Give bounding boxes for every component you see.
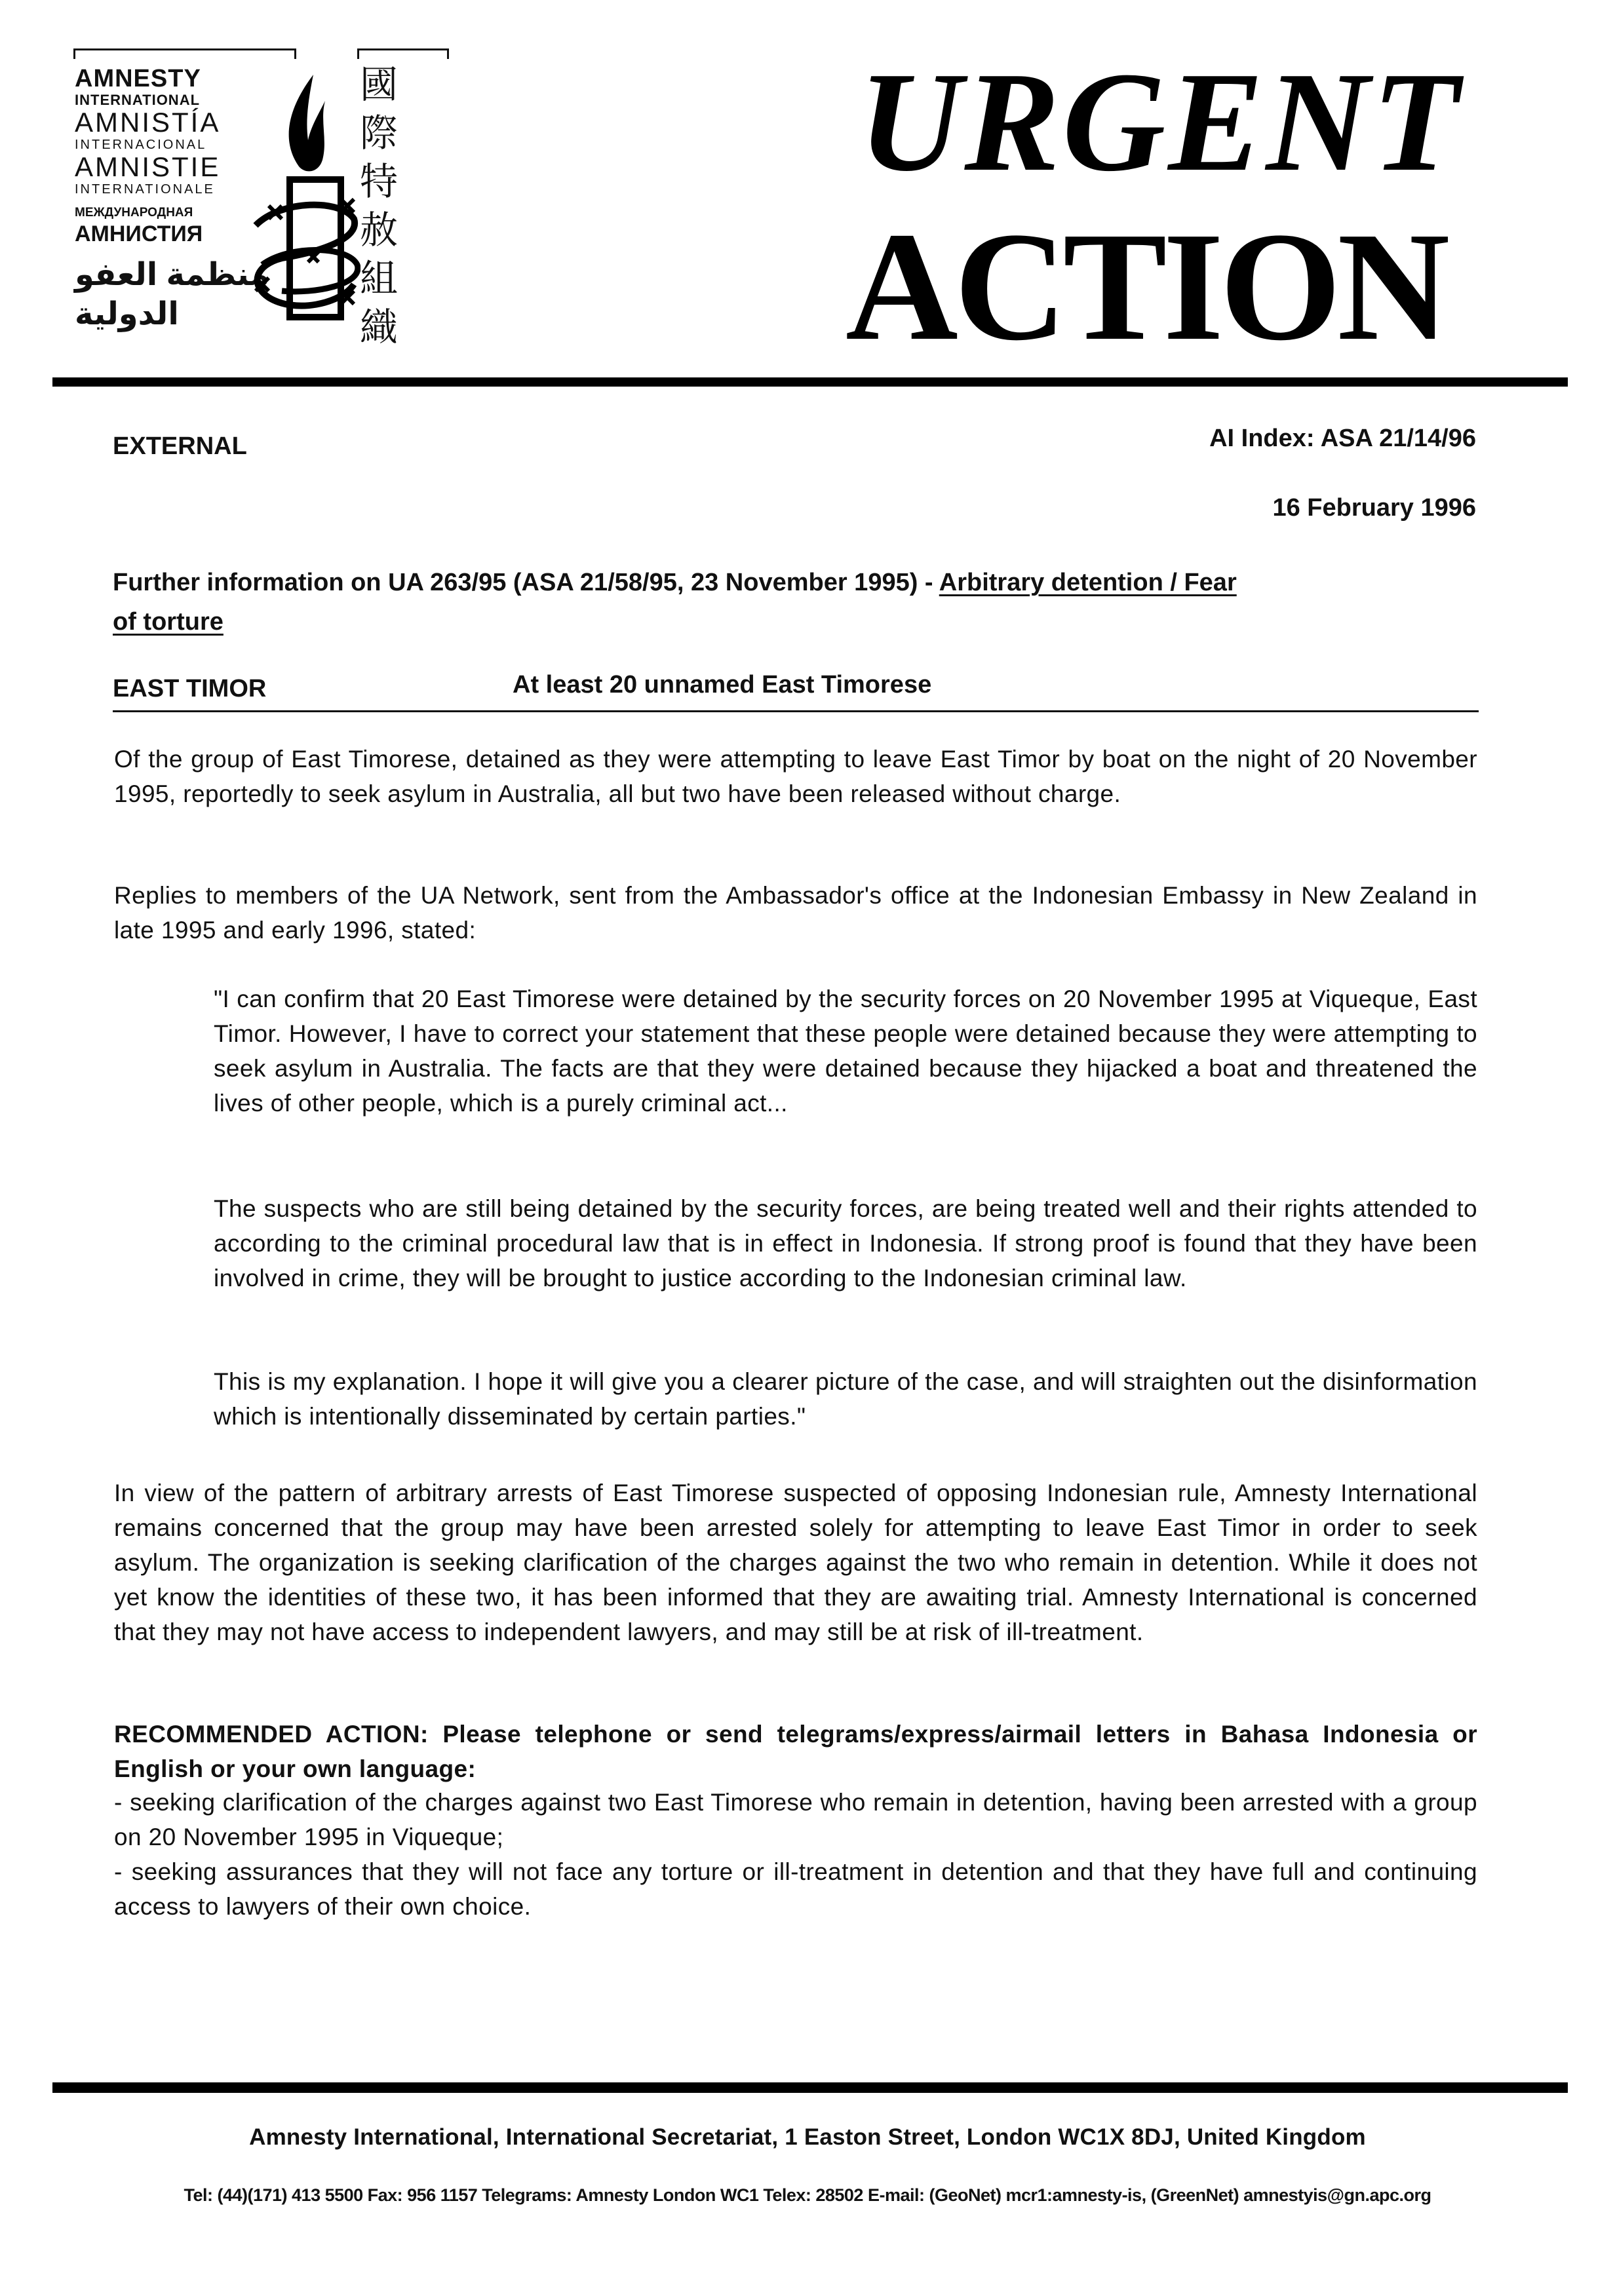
logo-frame-tick xyxy=(73,48,75,59)
action-label: RECOMMENDED ACTION: xyxy=(114,1721,429,1748)
logo-line: INTERNATIONAL xyxy=(75,92,201,108)
logo-frame-tick xyxy=(294,48,296,59)
logo-line: МЕЖДУНАРОДНАЯ xyxy=(75,206,193,220)
quote-paragraph: This is my explanation. I hope it will give you a clearer picture of the case, and will straighten out the disinformation which is intentionally disseminated by certain parties." xyxy=(214,1368,1477,1430)
quote-paragraph: "I can confirm that 20 East Timorese were detained by the security forces on 20 November 1995 at Viqueque, East Timor. However, I have to correct your statement that these people were detained because they were attempting to seek asylum in Australia. The facts are that they were detained because they hijacked a boat and threatened the lives of other people, which is a purely criminal act... xyxy=(214,985,1477,1117)
action-item: - seeking clarification of the charges against two East Timorese who remain in detention, having been arrested with a group on 20 November 1995 in Viqueque; xyxy=(114,1789,1477,1850)
logo-frame-line xyxy=(73,48,296,50)
footer-contacts: Tel: (44)(171) 413 5500 Fax: 956 1157 Telegrams: Amnesty London WC1 Telex: 28502 E-mail: (GeoNet) mcr1:amnesty-is, (GreenNet) amnestyis@gn.apc.org xyxy=(184,2185,1431,2205)
logo-cjk-char: 赦 xyxy=(359,208,398,252)
recommended-action xyxy=(114,1717,1477,1786)
issue-date: 16 February 1996 xyxy=(1272,494,1476,522)
subject-topic: Arbitrary detention / Fear xyxy=(939,569,1237,596)
paragraph: In view of the pattern of arbitrary arrests of East Timorese suspected of opposing Indonesian rule, Amnesty International remains concerned that the group may have been arrested solely for attempting to leave East Timor in order to seek asylum. The organization is seeking clarification of the charges against the two who remain in detention. While it does not yet know the identities of these two, it has been informed that they are awaiting trial. Amnesty International is concerned that they may not have access to independent lawyers, and may still be at risk of ill-treatment. xyxy=(114,1480,1477,1645)
header-rule xyxy=(52,377,1568,387)
subject-topic-continued: of torture xyxy=(113,608,224,636)
footer-address: Amnesty International, International Secretariat, 1 Easton Street, London WC1X 8DJ, United Kingdom xyxy=(249,2124,1366,2150)
subject-rule xyxy=(113,710,1479,712)
paragraph: Of the group of East Timorese, detained as they were attempting to leave East Timor by boat on the night of 20 November 1995, reportedly to seek asylum in Australia, all but two have been released without charge. xyxy=(114,746,1477,807)
logo-line: INTERNACIONAL xyxy=(75,138,207,152)
logo-cjk-char: 織 xyxy=(359,305,398,349)
title-action: ACTION xyxy=(846,201,1447,373)
paragraph: Replies to members of the UA Network, sent from the Ambassador's office at the Indonesian Embassy in New Zealand in late 1995 and early 1996, stated: xyxy=(114,882,1477,944)
logo-cjk-char: 際 xyxy=(359,111,398,155)
title-urgent: URGENT xyxy=(859,43,1462,201)
footer-rule xyxy=(52,2082,1568,2093)
logo-line: INTERNATIONALE xyxy=(75,182,215,197)
logo-arabic: منظمة العفو الدولية xyxy=(75,258,269,332)
logo-frame-line xyxy=(357,48,449,50)
persons-concerned: At least 20 unnamed East Timorese xyxy=(513,671,932,698)
logo-frame-tick xyxy=(447,48,449,59)
logo-cjk-char: 組 xyxy=(359,256,398,301)
logo-line: AMNISTÍA xyxy=(75,107,221,138)
logo-line: AMNESTY xyxy=(75,65,201,92)
logo-line: АМНИСТИЯ xyxy=(75,221,203,246)
logo-cjk-char: 特 xyxy=(359,159,398,204)
logo-wordmark xyxy=(75,66,271,334)
subject-prefix: Further information on UA 263/95 (ASA 21/58/95, 23 November 1995) - xyxy=(113,569,939,596)
ai-index: AI Index: ASA 21/14/96 xyxy=(1209,425,1476,452)
candle-barbed-wire-icon xyxy=(243,68,360,356)
quote-paragraph: The suspects who are still being detained by the security forces, are being treated well and their rights attended to according to the criminal procedural law that is in effect in Indonesia. If strong proof is found that they have been involved in crime, they will be brought to justice according to the Indonesian criminal law. xyxy=(214,1195,1477,1292)
distribution-label: EXTERNAL xyxy=(113,432,247,460)
action-item: - seeking assurances that they will not face any torture or ill-treatment in detention and that they have full and continuing access to lawyers of their own choice. xyxy=(114,1858,1477,1920)
action-instruction: Please telephone or send telegrams/express/airmail letters in Bahasa Indonesia or English or your own language: xyxy=(114,1721,1477,1782)
country: EAST TIMOR xyxy=(113,675,267,702)
logo-frame-tick xyxy=(357,48,359,59)
logo-chinese xyxy=(358,60,400,351)
subject-line xyxy=(113,567,1479,598)
logo-cjk-char: 國 xyxy=(359,62,398,107)
logo-line: AMNISTIE xyxy=(75,151,221,182)
